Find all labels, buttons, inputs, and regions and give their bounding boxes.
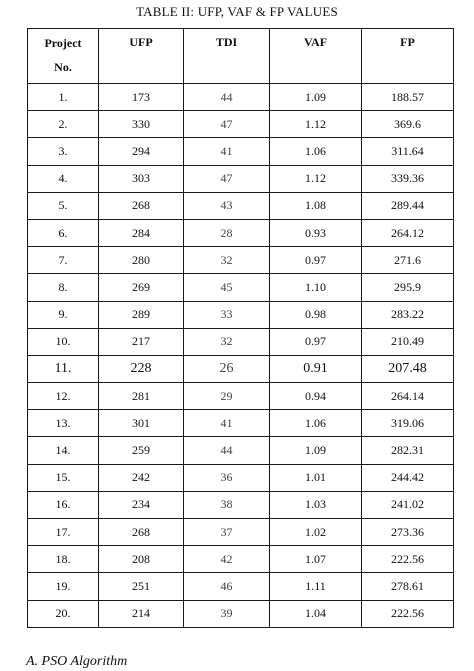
cell-project-no: 10. <box>28 328 99 355</box>
table-caption: TABLE II: UFP, VAF & FP VALUES <box>136 4 338 19</box>
cell-tdi: 47 <box>184 111 270 138</box>
cell-tdi: 44 <box>184 84 270 111</box>
cell-ufp: 289 <box>99 301 184 328</box>
cell-project-no: 3. <box>28 138 99 165</box>
table-row <box>28 383 454 410</box>
cell-ufp: 294 <box>99 138 184 165</box>
cell-project-no: 16. <box>28 491 99 518</box>
cell-ufp: 301 <box>99 410 184 437</box>
cell-tdi: 46 <box>184 573 270 600</box>
table-row <box>28 192 454 219</box>
cell-vaf: 1.09 <box>270 437 362 464</box>
cell-tdi: 45 <box>184 274 270 301</box>
cell-vaf: 1.01 <box>270 464 362 491</box>
cell-vaf: 1.02 <box>270 519 362 546</box>
header-project-line2: No. <box>54 60 72 74</box>
cell-vaf: 1.04 <box>270 600 362 627</box>
cell-project-no: 13. <box>28 410 99 437</box>
table-row <box>28 165 454 192</box>
cell-vaf: 0.97 <box>270 247 362 274</box>
header-project-no <box>28 29 99 84</box>
cell-ufp: 234 <box>99 491 184 518</box>
cell-project-no: 17. <box>28 519 99 546</box>
cell-tdi: 42 <box>184 546 270 573</box>
cell-tdi: 36 <box>184 464 270 491</box>
cell-vaf: 1.11 <box>270 573 362 600</box>
table-row <box>28 219 454 246</box>
cell-project-no: 4. <box>28 165 99 192</box>
cell-tdi: 32 <box>184 328 270 355</box>
table-row <box>28 84 454 111</box>
cell-project-no: 15. <box>28 464 99 491</box>
header-ufp: UFP <box>99 29 184 84</box>
cell-tdi: 26 <box>184 355 270 382</box>
cell-vaf: 1.08 <box>270 192 362 219</box>
table-row <box>28 247 454 274</box>
cell-fp: 278.61 <box>362 573 454 600</box>
cell-tdi: 41 <box>184 410 270 437</box>
cell-fp: 282.31 <box>362 437 454 464</box>
cell-fp: 188.57 <box>362 84 454 111</box>
cell-vaf: 1.03 <box>270 491 362 518</box>
table-row <box>28 328 454 355</box>
table-row <box>28 274 454 301</box>
cell-ufp: 217 <box>99 328 184 355</box>
cell-vaf: 1.06 <box>270 410 362 437</box>
cell-ufp: 268 <box>99 192 184 219</box>
cell-tdi: 43 <box>184 192 270 219</box>
cell-ufp: 268 <box>99 519 184 546</box>
table-row <box>28 546 454 573</box>
cell-ufp: 173 <box>99 84 184 111</box>
cell-vaf: 0.91 <box>270 355 362 382</box>
cell-ufp: 330 <box>99 111 184 138</box>
header-vaf: VAF <box>270 29 362 84</box>
cell-ufp: 269 <box>99 274 184 301</box>
cell-fp: 273.36 <box>362 519 454 546</box>
table-row <box>28 573 454 600</box>
cell-fp: 241.02 <box>362 491 454 518</box>
header-fp: FP <box>362 29 454 84</box>
cell-fp: 264.14 <box>362 383 454 410</box>
cell-project-no: 9. <box>28 301 99 328</box>
cell-ufp: 228 <box>99 355 184 382</box>
cell-project-no: 5. <box>28 192 99 219</box>
cell-project-no: 6. <box>28 219 99 246</box>
cell-vaf: 1.10 <box>270 274 362 301</box>
cell-tdi: 38 <box>184 491 270 518</box>
table-row <box>28 301 454 328</box>
cell-fp: 319.06 <box>362 410 454 437</box>
cell-tdi: 33 <box>184 301 270 328</box>
cell-vaf: 0.98 <box>270 301 362 328</box>
cell-project-no: 12. <box>28 383 99 410</box>
cell-fp: 311.64 <box>362 138 454 165</box>
cell-tdi: 28 <box>184 219 270 246</box>
cell-vaf: 1.06 <box>270 138 362 165</box>
cell-fp: 271.6 <box>362 247 454 274</box>
cell-tdi: 47 <box>184 165 270 192</box>
cell-fp: 244.42 <box>362 464 454 491</box>
cell-tdi: 39 <box>184 600 270 627</box>
table-row <box>28 464 454 491</box>
cell-project-no: 7. <box>28 247 99 274</box>
cell-tdi: 37 <box>184 519 270 546</box>
section-heading: A. PSO Algorithm <box>26 654 128 669</box>
table-row <box>28 410 454 437</box>
cell-fp: 222.56 <box>362 600 454 627</box>
header-row <box>28 29 454 84</box>
cell-vaf: 0.97 <box>270 328 362 355</box>
cell-fp: 210.49 <box>362 328 454 355</box>
cell-vaf: 1.09 <box>270 84 362 111</box>
table-row <box>28 600 454 627</box>
cell-fp: 264.12 <box>362 219 454 246</box>
table-row <box>28 111 454 138</box>
cell-ufp: 251 <box>99 573 184 600</box>
header-tdi: TDI <box>184 29 270 84</box>
table-row <box>28 491 454 518</box>
table-row <box>28 519 454 546</box>
cell-tdi: 44 <box>184 437 270 464</box>
cell-project-no: 1. <box>28 84 99 111</box>
cell-ufp: 259 <box>99 437 184 464</box>
cell-ufp: 242 <box>99 464 184 491</box>
header-project-line1: Project <box>44 36 82 50</box>
cell-project-no: 2. <box>28 111 99 138</box>
cell-project-no: 8. <box>28 274 99 301</box>
cell-ufp: 208 <box>99 546 184 573</box>
cell-ufp: 280 <box>99 247 184 274</box>
cell-tdi: 29 <box>184 383 270 410</box>
fp-values-table <box>27 28 454 628</box>
cell-project-no: 19. <box>28 573 99 600</box>
cell-ufp: 214 <box>99 600 184 627</box>
cell-fp: 295.9 <box>362 274 454 301</box>
cell-ufp: 303 <box>99 165 184 192</box>
cell-project-no: 18. <box>28 546 99 573</box>
cell-vaf: 1.07 <box>270 546 362 573</box>
cell-project-no: 11. <box>28 355 99 382</box>
cell-project-no: 20. <box>28 600 99 627</box>
cell-fp: 339.36 <box>362 165 454 192</box>
table-row <box>28 355 454 382</box>
table-row <box>28 437 454 464</box>
cell-tdi: 32 <box>184 247 270 274</box>
cell-tdi: 41 <box>184 138 270 165</box>
cell-project-no: 14. <box>28 437 99 464</box>
cell-fp: 222.56 <box>362 546 454 573</box>
table-row <box>28 138 454 165</box>
cell-vaf: 1.12 <box>270 165 362 192</box>
cell-ufp: 281 <box>99 383 184 410</box>
cell-vaf: 0.93 <box>270 219 362 246</box>
cell-fp: 289.44 <box>362 192 454 219</box>
cell-fp: 369.6 <box>362 111 454 138</box>
cell-fp: 207.48 <box>362 355 454 382</box>
cell-ufp: 284 <box>99 219 184 246</box>
cell-vaf: 0.94 <box>270 383 362 410</box>
cell-vaf: 1.12 <box>270 111 362 138</box>
cell-fp: 283.22 <box>362 301 454 328</box>
